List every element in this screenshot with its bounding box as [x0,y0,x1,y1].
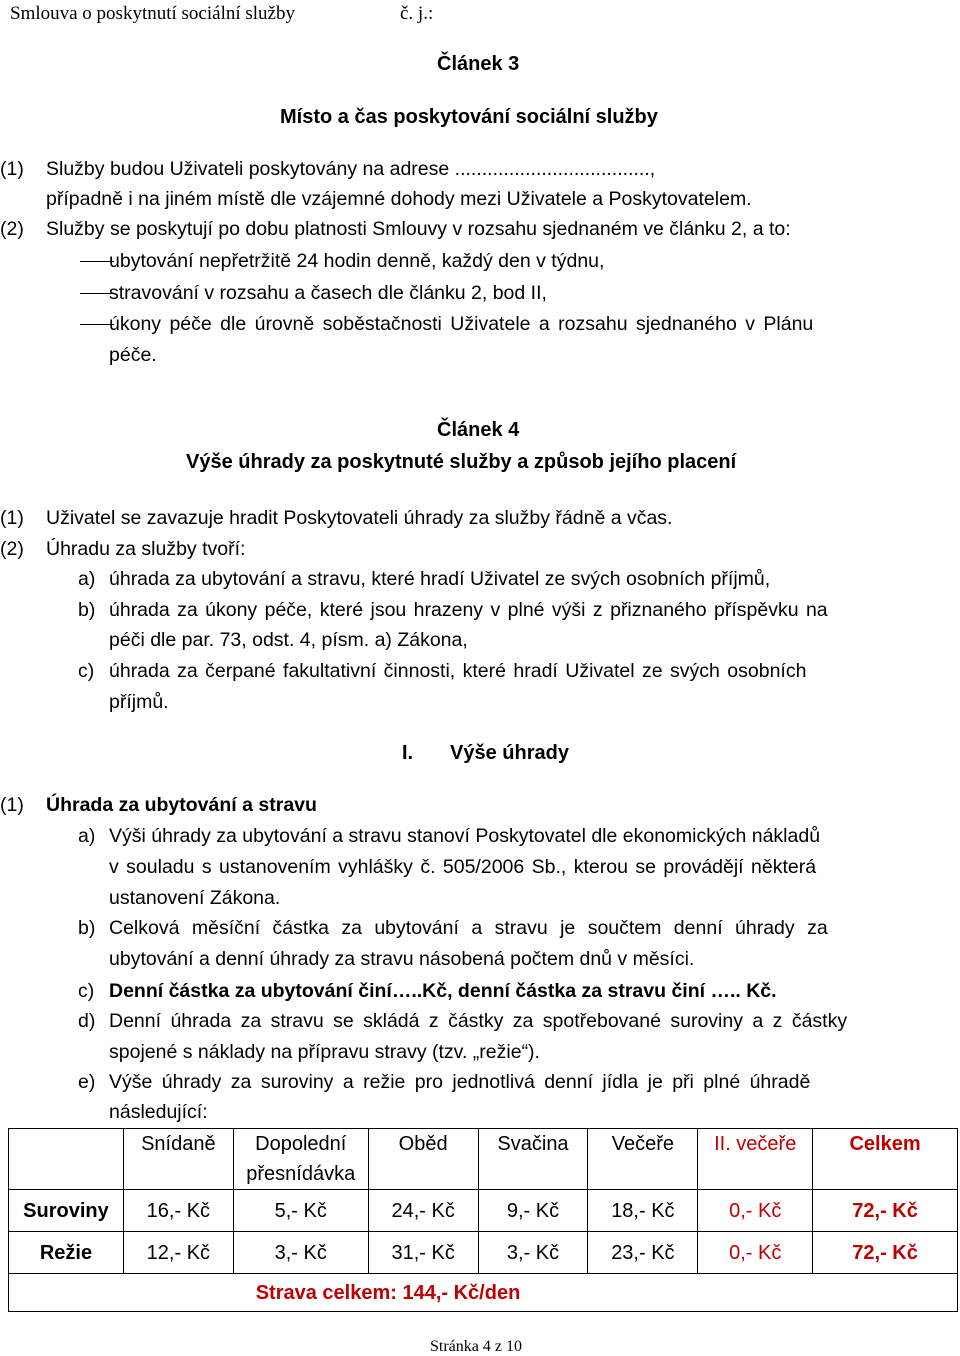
section-number: I. [402,742,414,764]
item-text: Výši úhrady za ubytování a stravu stanoví Poskytovatel dle ekonomických nákladů [109,825,821,847]
page-number: Stránka 4 z 10 [430,1338,522,1355]
table-header-cell: Celkem [813,1129,958,1190]
table-header-cell: Svačina [478,1129,588,1190]
table-header-cell: II. večeře [698,1129,813,1190]
table-row [9,1190,958,1232]
address-blank: ...................................., [454,158,656,180]
article-3-bullet: stravování v rozsahu a časech dle článku 2, bod II, [109,282,547,304]
table-cell: 0,- Kč [698,1190,813,1232]
table-cell: 72,- Kč [813,1190,958,1232]
table-row-label: Režie [9,1232,124,1274]
table-cell: 0,- Kč [698,1232,813,1274]
subsection-title: Úhrada za ubytování a stravu [46,794,317,816]
item-text: spojené s náklady na přípravu stravy (tzv. „režie“). [109,1041,540,1063]
document-header-title: Smlouva o poskytnutí sociální služby [10,3,295,24]
item-letter: a) [78,825,96,847]
table-total-row [9,1274,958,1312]
table-cell: 16,- Kč [123,1190,233,1232]
item-text: úhrada za úkony péče, které jsou hrazeny v plné výši z přiznaného příspěvku na [109,599,828,621]
item-text: v souladu s ustanovením vyhlášky č. 505/2006 Sb., kterou se provádějí některá [109,856,817,878]
table-row [9,1232,958,1274]
article-3-bullet: úkony péče dle úrovně soběstačnosti Uživatele a rozsahu sjednaného v Plánu [109,313,814,335]
item-text-bold: Denní částka za ubytování činí…..Kč, denní částka za stravu činí ….. Kč. [109,980,777,1002]
article-4-p1-num: (1) [0,507,24,529]
table-cell: 3,- Kč [233,1232,368,1274]
document-header-ref: č. j.: [400,3,434,24]
article-3-p1-line2: případně i na jiném místě dle vzájemné dohody mezi Uživatele a Poskytovatelem. [46,188,752,210]
item-text: úhrada za čerpané fakultativní činnosti, které hradí Uživatel ze svých osobních [109,660,807,682]
item-text: ustanovení Zákona. [109,887,281,909]
item-text: úhrada za ubytování a stravu, které hradí Uživatel ze svých osobních příjmů, [109,568,771,590]
article-3-p1-line1: Služby budou Uživateli poskytovány na adrese ...................................., [46,158,656,180]
table-cell: 24,- Kč [368,1190,478,1232]
article-3-p2-num: (2) [0,218,24,240]
item-text: Výše úhrady za suroviny a režie pro jednotlivá denní jídla je při plné úhradě [109,1071,811,1093]
item-text: ubytování a denní úhrady za stravu násobená počtem dnů v měsíci. [109,948,695,970]
article-3-bullet: ubytování nepřetržitě 24 hodin denně, každý den v týdnu, [109,250,605,272]
article-4-p1-text: Uživatel se zavazuje hradit Poskytovateli úhrady za služby řádně a včas. [46,507,673,529]
table-cell: 23,- Kč [588,1232,698,1274]
article-4-heading: Článek 4 [437,419,520,441]
table-row-label: Suroviny [9,1190,124,1232]
fee-table [8,1128,958,1312]
table-header-cell: Večeře [588,1129,698,1190]
item-text: příjmů. [109,691,169,713]
table-cell: 12,- Kč [123,1232,233,1274]
item-letter: c) [78,980,95,1002]
table-cell: 5,- Kč [233,1190,368,1232]
item-letter: a) [78,568,96,590]
item-text: Celková měsíční částka za ubytování a stravu je součtem denní úhrady za [109,917,828,939]
article-3-p2-text: Služby se poskytují po dobu platnosti Smlouvy v rozsahu sjednaném ve článku 2, a to: [46,218,791,240]
table-cell: 3,- Kč [478,1232,588,1274]
section-title: Výše úhrady [450,742,569,764]
table-cell: 9,- Kč [478,1190,588,1232]
item-letter: b) [78,917,96,939]
item-letter: c) [78,660,95,682]
article-3-title: Místo a čas poskytování sociální služby [280,106,658,128]
item-text: Denní úhrada za stravu se skládá z částky za spotřebované suroviny a z částky [109,1010,848,1032]
table-header-cell [9,1129,124,1190]
item-letter: d) [78,1010,96,1032]
table-cell: 72,- Kč [813,1232,958,1274]
article-4-p2-text: Úhradu za služby tvoří: [46,538,246,560]
table-header-cell: Oběd [368,1129,478,1190]
article-3-heading: Článek 3 [437,53,520,75]
table-cell: 18,- Kč [588,1190,698,1232]
item-letter: b) [78,599,96,621]
table-total: Strava celkem: 144,- Kč/den [9,1274,958,1312]
table-header-row [9,1129,958,1190]
subsection-num: (1) [0,794,24,816]
article-3-bullet-continuation: péče. [109,344,157,366]
table-header-cell: Dopolední přesnídávka [233,1129,368,1190]
item-letter: e) [78,1071,96,1093]
item-text: péči dle par. 73, odst. 4, písm. a) Zákona, [109,629,468,651]
item-text: následující: [109,1101,208,1123]
table-header-cell: Snídaně [123,1129,233,1190]
table-cell: 31,- Kč [368,1232,478,1274]
article-3-p1-num: (1) [0,158,24,180]
article-4-title: Výše úhrady za poskytnuté služby a způsob jejího placení [186,451,737,473]
article-4-p2-num: (2) [0,538,24,560]
